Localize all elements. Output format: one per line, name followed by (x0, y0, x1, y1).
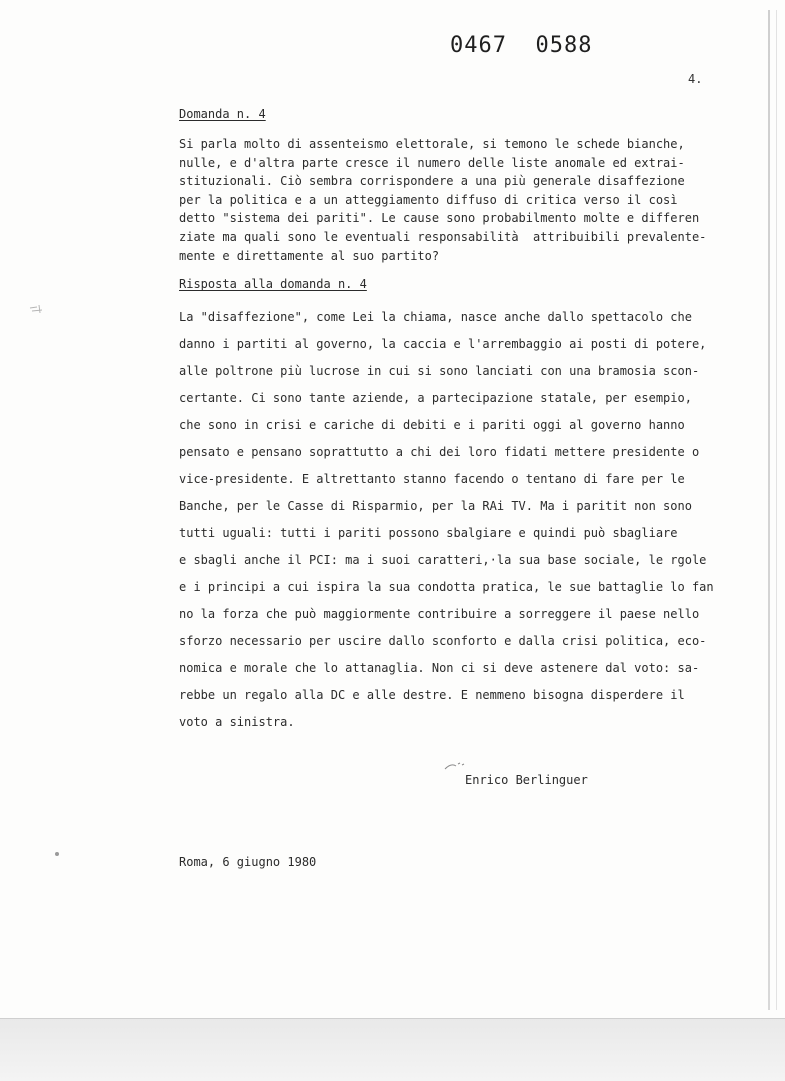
page-edge-line-secondary (776, 10, 777, 1010)
question-line: detto "sistema dei pariti". Le cause sono probabilmento molte e differen (179, 211, 700, 226)
question-line: stituzionali. Ciò sembra corrispondere a una più generale disaffezione (179, 174, 685, 189)
question-line: nulle, e d'altra parte cresce il numero delle liste anomale ed extrai- (179, 155, 685, 170)
scan-background (0, 1018, 785, 1081)
question-heading: Domanda n. 4 (179, 107, 266, 121)
answer-line: certante. Ci sono tante aziende, a partecipazione statale, per esempio, (179, 391, 692, 405)
page-edge-line (768, 10, 770, 1010)
answer-line: danno i partiti al governo, la caccia e l'arrembaggio ai posti di potere, (179, 337, 707, 351)
answer-line: pensato e pensano soprattutto a chi dei loro fidati mettere presidente o (179, 445, 700, 459)
answer-line: e i principi a cui ispira la sua condotta pratica, le sue battaglie lo fan (179, 580, 714, 594)
answer-line: alle poltrone più lucrose in cui si sono lanciati con una bramosia scon- (179, 364, 700, 378)
question-line: ziate ma quali sono le eventuali responsabilità attribuibili prevalente- (179, 229, 707, 244)
answer-line: voto a sinistra. (179, 715, 295, 729)
answer-line: che sono in crisi e cariche di debiti e i pariti oggi al governo hanno (179, 418, 685, 432)
answer-line: e sbagli anche il PCI: ma i suoi caratteri,·la sua base sociale, le rgole (179, 553, 707, 567)
question-line: mente e direttamente al suo partito? (179, 248, 440, 263)
page-number: 4. (688, 72, 703, 86)
scan-smudge (28, 300, 50, 316)
answer-line: rebbe un regalo alla DC e alle destre. E nemmeno bisogna disperdere il (179, 688, 685, 702)
answer-line: Banche, per le Casse di Risparmio, per la RAi TV. Ma i paritit non sono (179, 499, 692, 513)
signature-mark (443, 760, 467, 772)
answer-heading: Risposta alla domanda n. 4 (179, 277, 367, 291)
answer-line: tutti uguali: tutti i pariti possono sbalgiare e quindi può sbagliare (179, 526, 678, 540)
answer-line: sforzo necessario per uscire dallo sconforto e dalla crisi politica, eco- (179, 634, 707, 648)
answer-line: vice-presidente. E altrettanto stanno facendo o tentano di fare per le (179, 472, 685, 486)
date-line: Roma, 6 giugno 1980 (179, 855, 317, 869)
signature: Enrico Berlinguer (465, 773, 588, 787)
question-line: Si parla molto di assenteismo elettorale, si temono le schede bianche, (179, 137, 685, 151)
answer-line: La "disaffezione", come Lei la chiama, nasce anche dallo spettacolo che (179, 310, 692, 324)
scan-dot (55, 852, 59, 856)
answer-line: no la forza che può maggiormente contribuire a sorreggere il paese nello (179, 607, 700, 621)
document-number: 0467 0588 (450, 33, 593, 58)
answer-text (179, 304, 759, 736)
answer-line: nomica e morale che lo attanaglia. Non ci si deve astenere dal voto: sa- (179, 661, 700, 675)
question-line: per la politica e a un atteggiamento diffuso di critica verso il così (179, 192, 678, 207)
question-text (179, 135, 759, 265)
